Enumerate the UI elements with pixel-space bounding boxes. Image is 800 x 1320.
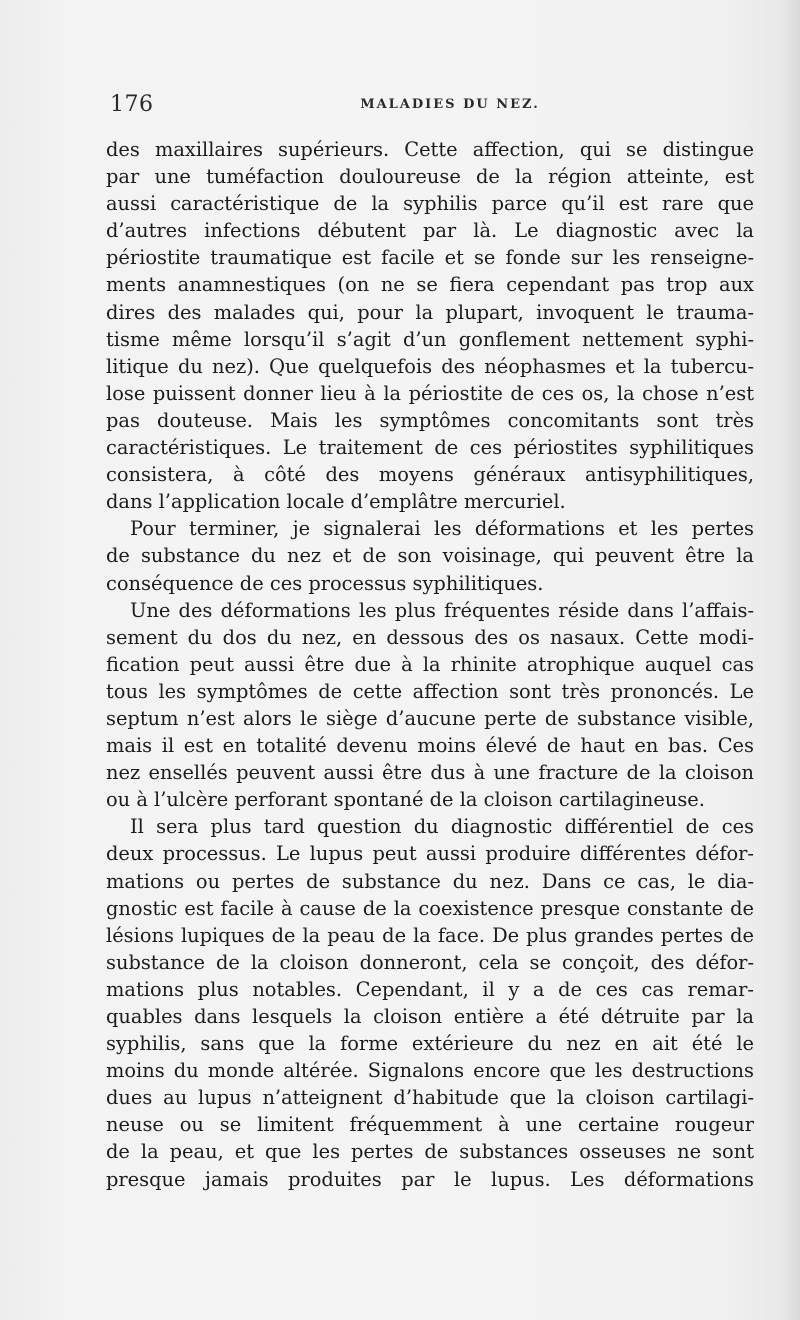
text-line: Il sera plus tard question du diagnostic différentiel de ces	[130, 815, 754, 839]
text-line: dires des malades qui, pour la plupart, invoquent le trauma-	[106, 300, 754, 324]
text-line: moins du monde altérée. Signalons encore que les destructions	[106, 1059, 754, 1083]
paragraph	[106, 515, 754, 596]
text-line: d’autres infections débutent par là. Le diagnostic avec la	[106, 219, 754, 243]
text-line: presque jamais produites par le lupus. Les déformations	[106, 1167, 754, 1191]
text-line: deux processus. Le lupus peut aussi produire différentes défor-	[106, 842, 754, 866]
text-line: nez ensellés peuvent aussi être dus à une fracture de la cloison	[106, 761, 754, 785]
text-line: syphilis, sans que la forme extérieure du nez en ait été le	[106, 1032, 754, 1056]
text-line: septum n’est alors le siège d’aucune perte de substance visible,	[106, 706, 754, 730]
text-line: dues au lupus n’atteignent d’habitude que la cloison cartilagi-	[106, 1086, 754, 1110]
text-line: gnostic est facile à cause de la coexistence presque constante de	[106, 896, 754, 920]
text-line: litique du nez). Que quelquefois des néophasmes et la tubercu-	[106, 354, 754, 378]
page-header	[110, 92, 750, 120]
text-line: tous les symptômes de cette affection sont très prononcés. Le	[106, 679, 754, 703]
text-line: Pour terminer, je signalerai les déformations et les pertes	[130, 517, 754, 541]
text-line: mais il est en totalité devenu moins élevé de haut en bas. Ces	[106, 734, 754, 758]
text-line: tisme même lorsqu’il s’agit d’un gonflement nettement syphi-	[106, 327, 754, 351]
text-line: neuse ou se limitent fréquemment à une certaine rougeur	[106, 1113, 754, 1137]
text-line: fication peut aussi être due à la rhinite atrophique auquel cas	[106, 652, 754, 676]
text-line: sement du dos du nez, en dessous des os nasaux. Cette modi-	[106, 625, 754, 649]
text-line: ou à l’ulcère perforant spontané de la cloison cartilagineuse.	[106, 788, 705, 812]
text-line: consistera, à côté des moyens généraux antisyphilitiques,	[106, 463, 754, 487]
text-line: quables dans lesquels la cloison entière a été détruite par la	[106, 1005, 754, 1028]
text-line: dans l’application locale d’emplâtre mercuriel.	[106, 490, 566, 514]
text-line: ments anamnestiques (on ne se fiera cependant pas trop aux	[106, 273, 754, 297]
text-line: Une des déformations les plus fréquentes réside dans l’affais-	[130, 598, 754, 622]
paragraph	[106, 813, 754, 1192]
paragraph	[106, 136, 754, 515]
text-line: périostite traumatique est facile et se fonde sur les renseigne-	[106, 246, 754, 270]
page-edge-shadow	[782, 0, 800, 1320]
text-line: conséquence de ces processus syphilitiques.	[106, 571, 544, 595]
page-number: 176	[110, 92, 154, 117]
text-line: par une tuméfaction douloureuse de la région atteinte, est	[106, 165, 754, 189]
text-line: des maxillaires supérieurs. Cette affection, qui se distingue	[106, 138, 754, 161]
text-line: mations ou pertes de substance du nez. Dans ce cas, le dia-	[106, 869, 754, 893]
paragraph	[106, 597, 754, 814]
text-line: lésions lupiques de la peau de la face. De plus grandes pertes de	[106, 923, 754, 947]
text-line: de la peau, et que les pertes de substances osseuses ne sont	[106, 1140, 754, 1164]
text-line: caractéristiques. Le traitement de ces périostites syphilitiques	[106, 436, 754, 460]
body-text	[106, 136, 754, 1193]
text-line: lose puissent donner lieu à la périostite de ces os, la chose n’est	[106, 381, 754, 405]
text-line: pas douteuse. Mais les symptômes concomitants sont très	[106, 408, 754, 432]
running-head: MALADIES DU NEZ.	[360, 97, 540, 112]
text-line: mations plus notables. Cependant, il y a de ces cas remar-	[106, 977, 754, 1001]
text-line: de substance du nez et de son voisinage, qui peuvent être la	[106, 544, 754, 568]
text-line: substance de la cloison donneront, cela se conçoit, des défor-	[106, 950, 754, 974]
text-line: aussi caractéristique de la syphilis parce qu’il est rare que	[106, 192, 754, 216]
